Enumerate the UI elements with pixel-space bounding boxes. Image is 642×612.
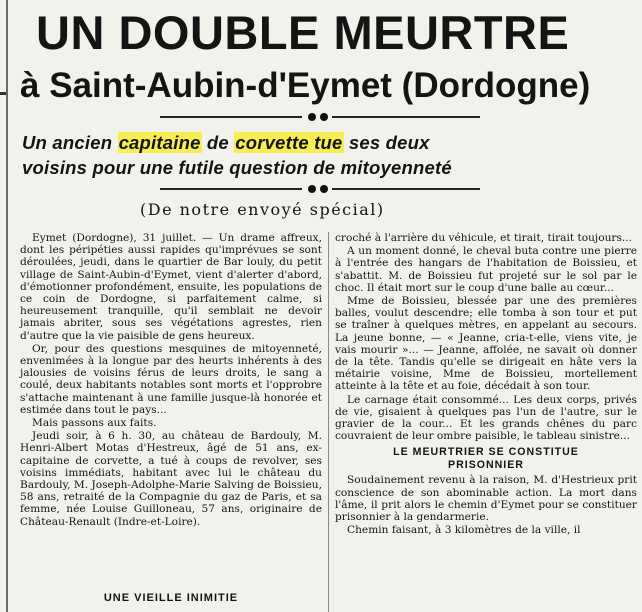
article-paragraph: croché à l'arrière du véhicule, et tirait, tirait toujours...	[335, 232, 633, 244]
article-paragraph: Mais passons aux faits.	[32, 417, 157, 430]
column-rule	[328, 232, 329, 612]
deck-text-a: Un ancien	[22, 132, 118, 153]
page-edge-rule	[6, 0, 8, 612]
subhead-meurtrier	[335, 446, 637, 471]
deck-line-1	[22, 131, 640, 155]
deck-line-2: voisins pour une futile question de mitoyenneté	[22, 157, 452, 178]
deck-highlight-capitaine: capitaine	[118, 132, 201, 153]
deck-text-b: de	[201, 132, 235, 153]
edge-mark	[0, 92, 6, 95]
subhead-vieille-inimitie: UNE VIEILLE INIMITIE	[103, 592, 239, 604]
article-paragraph: Le carnage était consommé... Les deux corps, privés de vie, gisaient à quelques pas l'un de l'autre, sur le gravier de la cour... Et les grands chênes du parc couvraient de leur ombre paisible, le tableau sinistre...	[335, 393, 637, 443]
subhead-line-2: PRISONNIER	[448, 458, 524, 471]
subhead-line-1: LE MEURTRIER SE CONSTITUE	[393, 446, 579, 459]
article-paragraph: A un moment donné, le cheval buta contre une pierre à l'entrée des hangars de l'habitation de Boissieu, et s'abattit. M. de Boissieu fut projeté sur le sol par le choc. Il était mort sur le coup d'une balle au cœur...	[335, 245, 637, 294]
byline: (De notre envoyé spécial)	[140, 200, 385, 219]
ornament-divider-top	[160, 112, 480, 122]
headline-line-2: à Saint-Aubin-d'Eymet (Dordogne)	[20, 66, 591, 105]
article-paragraph: Mme de Boissieu, blessée par une des premières balles, voulut descendre; elle tomba à son tour et put se traîner à quelques mètres, en appelant au secours. La jeune bonne, — « Jeanne, cria-t-elle, viens vite, je vais mourir »... — Jeanne, affolée, ne savait où donner de la tête. Tandis qu'elle se dirigeait en hâte vers la métairie voisine, Mme de Boissieu, mortellement atteinte à la tête et au foie, décédait à son tour.	[335, 295, 637, 393]
article-paragraph: Soudainement revenu à la raison, M. d'Hestrieux prit conscience de son abominable action. La mort dans l'âme, il prit alors le chemin d'Eymet pour se constituer prisonnier à la gendarmerie.	[335, 474, 637, 524]
left-column	[20, 232, 322, 529]
article-paragraph: Eymet (Dordogne), 31 juillet. — Un drame affreux, dont les péripéties aussi rapides qu'imprévues se sont déroulées, jeudi, dans le quartier de Bar louly, du petit village de Saint-Aubin-d'Eymet, vient d'alerter d'abord, d'émotionner profondément, ensuite, les populations de ce coin de Dordogne, si parfaitement calme, si heureusement tranquille, qu'il semblait ne devoir jamais abriter, sous ses végétations agrestes, rien d'autre que la vie paisible de gens heureux.	[20, 232, 322, 342]
article-paragraph: Jeudi soir, à 6 h. 30, au château de Bardouly, M. Henri-Albert Motas d'Hestreux, âgé de 51 ans, ex-capitaine de corvette, a tué à coups de revolver, ses voisins immédiats, habitant avec lui le château du Bardouly, M. Joseph-Adolphe-Marie Salving de Boissieu, 58 ans, retraité de la Compagnie du gaz de Paris, et sa femme, née Louise Guilloneau, 57 ans, originaire de Château-Renault (Indre-et-Loire).	[20, 430, 322, 528]
deck-text-c: ses deux	[343, 132, 430, 153]
right-column	[335, 232, 637, 537]
headline-line-1: UN DOUBLE MEURTRE	[36, 6, 570, 59]
article-paragraph: Or, pour des questions mesquines de mitoyenneté, envenimées à la longue par des heurts inhérents à des jalousies de voisins férus de leurs droits, le sang a coulé, deux habitants notables sont morts et l'opprobre s'attache maintenant à une famille jusque-là honorée et estimée dans tout le pays...	[20, 342, 322, 416]
article-paragraph: Chemin faisant, à 3 kilomètres de la ville, il	[347, 524, 581, 537]
ornament-divider-bottom	[160, 184, 480, 194]
deck-highlight-corvette: corvette tue	[235, 132, 343, 153]
